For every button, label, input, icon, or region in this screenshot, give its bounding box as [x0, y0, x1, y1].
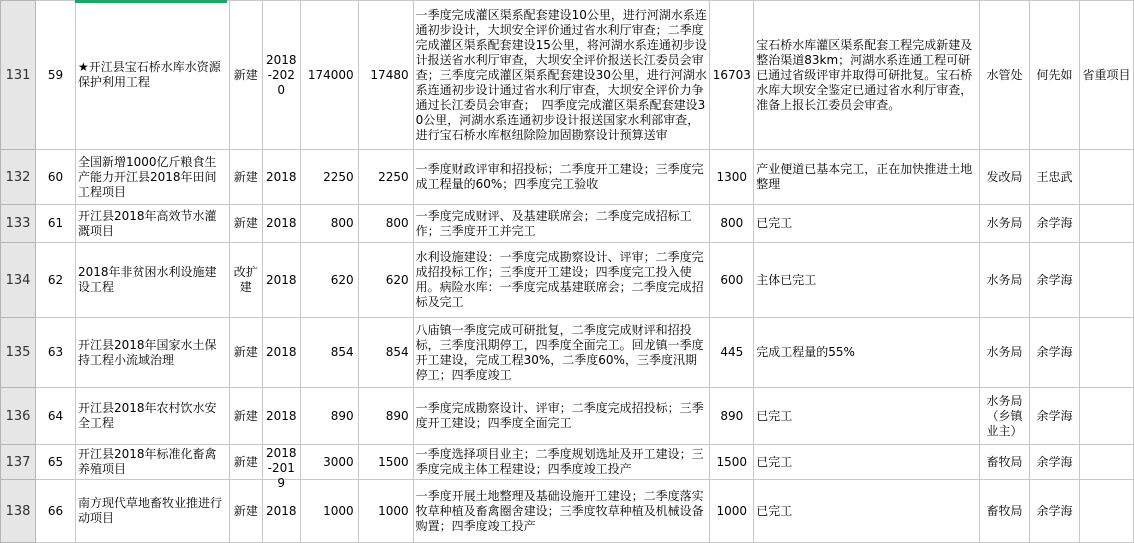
- type-cell-text: 新建: [233, 216, 258, 230]
- status-cell-text: 已完工: [756, 454, 793, 469]
- completed-investment-cell[interactable]: [710, 205, 754, 243]
- total-investment-cell-text: 2250: [323, 169, 354, 184]
- type-cell[interactable]: [229, 445, 262, 480]
- progress-plan-cell-text: 一季度完成勘察设计、评审；二季度完成招投标；三季度开工建设；四季度全面完工: [415, 401, 704, 430]
- row-header-text: 137: [5, 454, 31, 470]
- plan-investment-cell[interactable]: [358, 150, 413, 205]
- type-cell-text: 新建: [233, 503, 258, 518]
- note-cell[interactable]: [1079, 445, 1133, 480]
- plan-investment-cell[interactable]: [358, 480, 413, 543]
- row-header-text: 135: [5, 345, 31, 360]
- total-investment-cell-text: 174000: [307, 67, 354, 82]
- project-name-cell-text: 开江县2018年高效节水灌溉项目: [77, 208, 217, 238]
- row-header[interactable]: [1, 205, 36, 243]
- status-cell-text: 宝石桥水库灌区渠系配套工程完成新建及整治渠道83km；河湖水系连通工程可研已通过省级评审并取得可研批复。宝石桥水库大坝安全鉴定已通过省水利厅审查，准备上报长江委员会审查。: [756, 37, 973, 112]
- progress-plan-cell[interactable]: [413, 243, 710, 318]
- department-cell-text: 水务局（乡镇业主）: [986, 393, 1023, 438]
- years-cell-text: 2018: [265, 216, 297, 230]
- plan-investment-cell-text: 1000: [378, 503, 409, 518]
- note-cell[interactable]: [1079, 243, 1133, 318]
- total-investment-cell-text: 854: [330, 345, 354, 359]
- progress-plan-cell[interactable]: [413, 205, 710, 243]
- row-header[interactable]: [1, 480, 36, 543]
- years-cell-text: 2018: [265, 503, 297, 518]
- project-name-cell-text: ★开江县宝石桥水库水资源保护利用工程: [77, 60, 221, 89]
- progress-plan-cell-text: 一季度财政评审和招投标；二季度开工建设；三季度完成工程量的60%；四季度完工验收: [415, 162, 704, 191]
- progress-plan-cell-text: 八庙镇一季度完成可研批复，二季度完成财评和招投标，三季度汛期停工，四季度全面完工。回龙镇一季度开工建设，完成工程30%，二季度60%，三季度汛期停工；四季度竣工: [415, 322, 704, 382]
- status-cell[interactable]: [754, 480, 980, 543]
- progress-plan-cell[interactable]: [413, 388, 710, 445]
- table-row: [1, 480, 1134, 543]
- project-name-cell[interactable]: [75, 445, 229, 480]
- project-name-cell[interactable]: [75, 480, 229, 543]
- note-cell-text: 省重项目: [1082, 67, 1131, 82]
- plan-investment-cell[interactable]: [358, 205, 413, 243]
- progress-plan-cell[interactable]: [413, 480, 710, 543]
- leader-cell-text: 王忠武: [1036, 169, 1073, 184]
- seq-cell[interactable]: [35, 243, 75, 318]
- row-header-text: 134: [5, 272, 31, 288]
- leader-cell-text: 余学海: [1036, 345, 1073, 359]
- project-name-cell[interactable]: [75, 150, 229, 205]
- leader-cell[interactable]: [1030, 388, 1080, 445]
- type-cell[interactable]: [229, 480, 262, 543]
- department-cell-text: 畜牧局: [986, 454, 1023, 469]
- completed-investment-cell-text: 1500: [716, 454, 748, 469]
- table-row: [1, 150, 1134, 205]
- row-header[interactable]: [1, 243, 36, 318]
- status-cell-text: 产业便道已基本完工，正在加快推进土地整理: [756, 162, 973, 191]
- progress-plan-cell[interactable]: [413, 318, 710, 388]
- plan-investment-cell[interactable]: [358, 445, 413, 480]
- department-cell-text: 水务局: [986, 345, 1023, 359]
- completed-investment-cell[interactable]: [710, 318, 754, 388]
- status-cell[interactable]: [754, 243, 980, 318]
- project-name-cell-text: 开江县2018年标准化畜禽养殖项目: [77, 447, 217, 476]
- completed-investment-cell-text: 16703: [712, 67, 751, 82]
- completed-investment-cell-text: 800: [720, 216, 744, 230]
- progress-plan-cell[interactable]: [413, 150, 710, 205]
- department-cell[interactable]: [980, 480, 1030, 543]
- completed-investment-cell[interactable]: [710, 445, 754, 480]
- project-name-cell[interactable]: [75, 318, 229, 388]
- row-header-text: 132: [5, 169, 31, 185]
- project-name-cell[interactable]: [75, 1, 229, 150]
- total-investment-cell[interactable]: [300, 1, 358, 150]
- status-cell[interactable]: [754, 445, 980, 480]
- department-cell[interactable]: [980, 445, 1030, 480]
- row-header[interactable]: [1, 445, 36, 480]
- project-name-cell-text: 2018年非贫困水利设施建设工程: [77, 265, 217, 294]
- leader-cell[interactable]: [1030, 205, 1080, 243]
- seq-cell[interactable]: [35, 318, 75, 388]
- plan-investment-cell-text: 800: [385, 216, 409, 230]
- table-row: [1, 388, 1134, 445]
- table-row: [1, 318, 1134, 388]
- project-name-cell-text: 全国新增1000亿斤粮食生产能力开江县2018年田间工程项目: [77, 154, 217, 199]
- project-name-cell-text: 开江县2018年农村饮水安全工程: [77, 401, 217, 430]
- type-cell[interactable]: [229, 388, 262, 445]
- progress-plan-cell-text: 一季度选择项目业主；二季度规划选址及开工建设；三季度完成主体工程建设；四季度竣工投产: [415, 447, 704, 476]
- project-name-cell[interactable]: [75, 243, 229, 318]
- progress-plan-cell-text: 一季度完成财评、及基建联席会；二季度完成招标工作；三季度开工并完工: [415, 208, 692, 238]
- completed-investment-cell-text: 600: [720, 272, 744, 287]
- leader-cell-text: 余学海: [1036, 454, 1073, 469]
- total-investment-cell[interactable]: [300, 150, 358, 205]
- type-cell-text: 新建: [233, 169, 258, 184]
- completed-investment-cell[interactable]: [710, 1, 754, 150]
- status-cell[interactable]: [754, 388, 980, 445]
- plan-investment-cell-text: 17480: [370, 67, 409, 82]
- progress-plan-cell-text: 一季度完成灌区渠系配套建设10公里，进行河湖水系连通初步设计，大坝安全评价通过省水利厅审查；二季度完成灌区渠系配套建设15公里，将河湖水系连通初步设计报送省水利厅审查，大坝安全评价报送长江委员会审查；三季度完成灌区渠系配套建设30公里，进行河湖水系连通初步设计通过省水利厅审查，大坝安全评价力争通过长江委员会审查； 四季度完成灌区渠系配套建设30公里，河湖水系连通初步设计报送国家水利部审查，进行宝石桥水库枢纽除险加固勘察设计预算送审: [415, 7, 707, 142]
- status-cell-text: 已完工: [756, 503, 793, 518]
- status-cell[interactable]: [754, 205, 980, 243]
- type-cell-text: 新建: [233, 408, 258, 423]
- leader-cell-text: 余学海: [1036, 503, 1073, 518]
- leader-cell-text: 余学海: [1036, 216, 1073, 230]
- seq-cell-text: 62: [47, 272, 64, 287]
- completed-investment-cell-text: 890: [720, 408, 744, 423]
- seq-cell[interactable]: [35, 480, 75, 543]
- completed-investment-cell-text: 1300: [716, 169, 748, 184]
- project-name-cell-text: 南方现代草地畜牧业推进行动项目: [77, 496, 222, 525]
- total-investment-cell-text: 800: [330, 216, 354, 230]
- type-cell[interactable]: [229, 243, 262, 318]
- department-cell[interactable]: [980, 243, 1030, 318]
- note-cell[interactable]: [1079, 480, 1133, 543]
- note-cell[interactable]: [1079, 318, 1133, 388]
- years-cell[interactable]: [262, 388, 300, 445]
- seq-cell-text: 61: [47, 216, 64, 230]
- seq-cell[interactable]: [35, 388, 75, 445]
- row-header-text: 133: [5, 216, 31, 231]
- plan-investment-cell-text: 854: [385, 345, 409, 359]
- status-cell-text: 已完工: [756, 408, 793, 423]
- type-cell[interactable]: [229, 318, 262, 388]
- completed-investment-cell[interactable]: [710, 480, 754, 543]
- years-cell[interactable]: [262, 445, 300, 490]
- completed-investment-cell[interactable]: [710, 243, 754, 318]
- type-cell-text: 新建: [233, 67, 258, 82]
- completed-investment-cell[interactable]: [710, 150, 754, 205]
- years-cell-text: 2018-2019: [265, 446, 297, 490]
- row-header-text: 138: [5, 503, 31, 519]
- department-cell[interactable]: [980, 318, 1030, 388]
- plan-investment-cell[interactable]: [358, 318, 413, 388]
- years-cell-text: 2018: [265, 408, 297, 423]
- progress-plan-cell-text: 一季度开展土地整理及基础设施开工建设；二季度落实牧草种植及畜禽圈舍建设；三季度牧草种植及机械设备购置；四季度竣工投产: [415, 488, 704, 533]
- type-cell[interactable]: [229, 150, 262, 205]
- note-cell[interactable]: [1079, 388, 1133, 445]
- status-cell[interactable]: [754, 318, 980, 388]
- department-cell-text: 发改局: [986, 169, 1023, 184]
- status-cell-text: 主体已完工: [756, 272, 817, 287]
- seq-cell[interactable]: [35, 1, 75, 150]
- seq-cell-text: 66: [47, 503, 64, 518]
- seq-cell[interactable]: [35, 445, 75, 480]
- department-cell-text: 水务局: [986, 272, 1023, 287]
- leader-cell-text: 余学海: [1036, 408, 1073, 423]
- seq-cell[interactable]: [35, 205, 75, 243]
- progress-plan-cell[interactable]: [413, 445, 710, 480]
- total-investment-cell[interactable]: [300, 205, 358, 243]
- project-name-cell[interactable]: [75, 205, 229, 243]
- seq-cell[interactable]: [35, 150, 75, 205]
- years-cell-text: 2018: [265, 169, 297, 184]
- status-cell[interactable]: [754, 150, 980, 205]
- table-row: [1, 205, 1134, 243]
- total-investment-cell-text: 620: [330, 272, 354, 287]
- row-header-text: 136: [5, 408, 31, 424]
- total-investment-cell[interactable]: [300, 480, 358, 543]
- years-cell[interactable]: [262, 150, 300, 205]
- progress-plan-cell[interactable]: [413, 1, 710, 150]
- project-name-cell-text: 开江县2018年国家水土保持工程小流域治理: [77, 337, 217, 367]
- plan-investment-cell[interactable]: [358, 1, 413, 150]
- note-cell[interactable]: [1079, 150, 1133, 205]
- leader-cell-text: 余学海: [1036, 272, 1073, 287]
- seq-cell-text: 60: [47, 169, 64, 184]
- years-cell-text: 2018-2020: [265, 52, 297, 97]
- years-cell[interactable]: [262, 318, 300, 388]
- note-cell[interactable]: [1079, 1, 1133, 150]
- row-header[interactable]: [1, 150, 36, 205]
- department-cell[interactable]: [980, 205, 1030, 243]
- row-header[interactable]: [1, 318, 36, 388]
- department-cell-text: 畜牧局: [986, 503, 1023, 518]
- table-row: [1, 243, 1134, 318]
- completed-investment-cell-text: 445: [720, 345, 744, 359]
- completed-investment-cell-text: 1000: [716, 503, 748, 518]
- seq-cell-text: 65: [47, 454, 64, 469]
- leader-cell-text: 何先如: [1036, 67, 1073, 82]
- progress-plan-cell-text: 水利设施建设：一季度完成勘察设计、评审；二季度完成招投标工作；三季度开工建设；四季度完工投入使用。病险水库：一季度完成基建联席会；二季度完成招标及完工: [415, 250, 704, 309]
- department-cell[interactable]: [980, 388, 1030, 445]
- table-row: [1, 445, 1134, 480]
- table-row: [1, 1, 1134, 150]
- completed-investment-cell[interactable]: [710, 388, 754, 445]
- plan-investment-cell-text: 890: [385, 408, 409, 423]
- row-header[interactable]: [1, 388, 36, 445]
- total-investment-cell[interactable]: [300, 388, 358, 445]
- status-cell-text: 完成工程量的55%: [756, 345, 855, 359]
- project-name-cell[interactable]: [75, 388, 229, 445]
- leader-cell[interactable]: [1030, 318, 1080, 388]
- selection-indicator: [75, 0, 227, 3]
- plan-investment-cell-text: 620: [385, 272, 409, 287]
- status-cell-text: 已完工: [756, 216, 793, 230]
- total-investment-cell[interactable]: [300, 445, 358, 480]
- department-cell-text: 水务局: [986, 216, 1023, 230]
- seq-cell-text: 64: [47, 408, 64, 423]
- department-cell[interactable]: [980, 1, 1030, 150]
- total-investment-cell[interactable]: [300, 243, 358, 318]
- type-cell-text: 改扩建: [233, 265, 258, 294]
- years-cell[interactable]: [262, 243, 300, 318]
- leader-cell[interactable]: [1030, 150, 1080, 205]
- note-cell[interactable]: [1079, 205, 1133, 243]
- years-cell-text: 2018: [265, 272, 297, 287]
- plan-investment-cell[interactable]: [358, 388, 413, 445]
- plan-investment-cell[interactable]: [358, 243, 413, 318]
- type-cell[interactable]: [229, 205, 262, 243]
- years-cell[interactable]: [262, 205, 300, 243]
- row-header[interactable]: [1, 1, 36, 150]
- seq-cell-text: 59: [47, 67, 64, 82]
- status-cell[interactable]: [754, 1, 980, 150]
- total-investment-cell-text: 890: [330, 408, 354, 423]
- total-investment-cell[interactable]: [300, 318, 358, 388]
- plan-investment-cell-text: 2250: [378, 169, 409, 184]
- type-cell-text: 新建: [233, 454, 258, 469]
- leader-cell[interactable]: [1030, 1, 1080, 150]
- row-header-text: 131: [5, 67, 31, 83]
- type-cell[interactable]: [229, 1, 262, 150]
- leader-cell[interactable]: [1030, 445, 1080, 480]
- department-cell-text: 水管处: [986, 67, 1023, 82]
- type-cell-text: 新建: [233, 345, 258, 359]
- leader-cell[interactable]: [1030, 243, 1080, 318]
- years-cell[interactable]: [262, 1, 300, 150]
- total-investment-cell-text: 1000: [323, 503, 354, 518]
- leader-cell[interactable]: [1030, 480, 1080, 543]
- total-investment-cell-text: 3000: [323, 454, 354, 469]
- department-cell[interactable]: [980, 150, 1030, 205]
- years-cell-text: 2018: [265, 345, 297, 359]
- seq-cell-text: 63: [47, 345, 64, 359]
- plan-investment-cell-text: 1500: [378, 454, 409, 469]
